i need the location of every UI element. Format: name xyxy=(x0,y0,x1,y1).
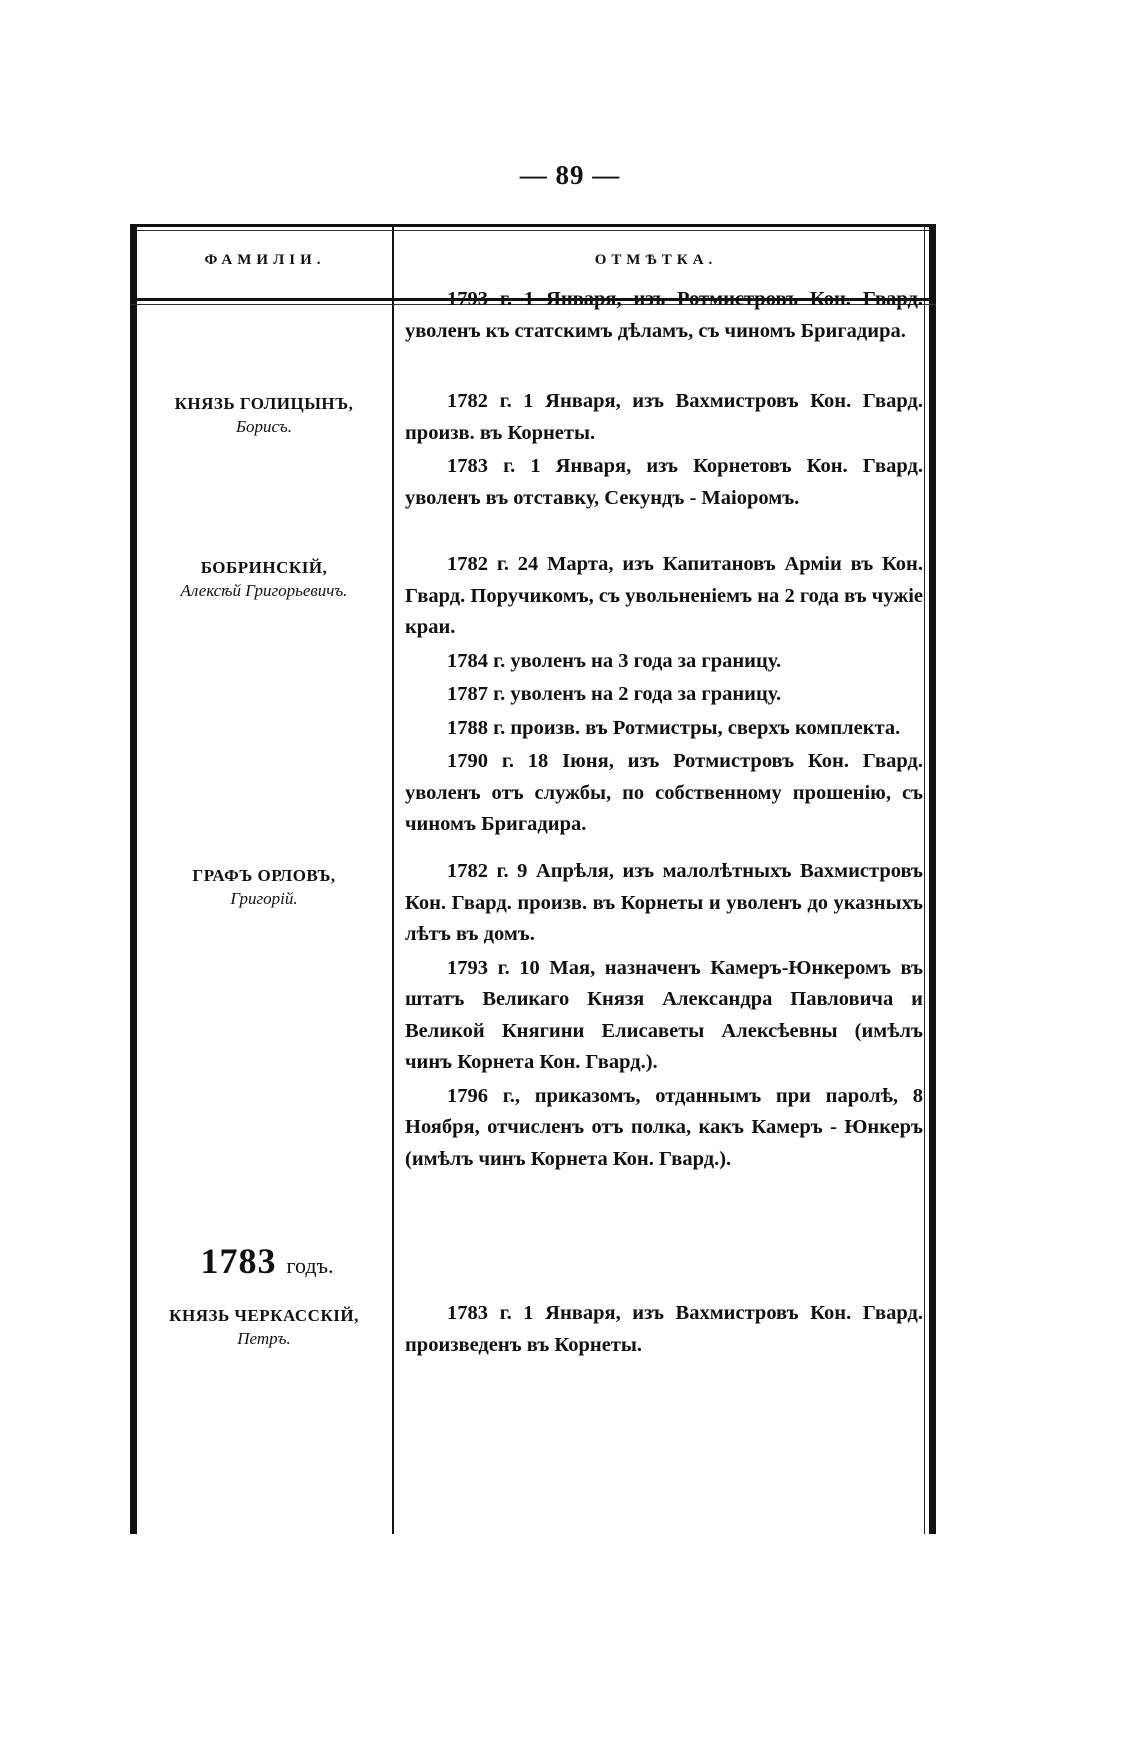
page-number: — 89 — xyxy=(519,160,621,190)
note-entry: 1793 г. 1 Января, изъ Ротмистровъ Кон. Гвард. уволенъ къ статскимъ дѣламъ, съ чиномъ Бригадира. xyxy=(405,288,923,342)
record-name-cherkassky xyxy=(138,1304,390,1350)
note-entry: 1796 г., приказомъ, отданнымъ при паролѣ, 8 Ноября, отчисленъ отъ полка, какъ Камеръ - Юнкеръ (имѣлъ чинъ Корнета Кон. Гвард.). xyxy=(405,1084,923,1170)
surname: КНЯЗЬ ГОЛИЦЫНЪ, xyxy=(174,394,354,413)
record-name-golitsyn xyxy=(138,392,390,438)
record-name-orlov xyxy=(138,864,390,910)
record-notes-bobrinsky xyxy=(405,549,923,841)
column-header-notes: ОТМѢТКА. xyxy=(594,252,718,268)
frame-right-inner-line xyxy=(924,224,925,1534)
record-notes-orlov xyxy=(405,856,923,1175)
frame-left-border xyxy=(130,224,137,1534)
surname: ГРАФЪ ОРЛОВЪ, xyxy=(192,866,336,885)
note-entry: 1793 г. 10 Мая, назначенъ Камеръ-Юнкеромъ въ штатъ Великаго Князя Александра Павловича и Великой Княгини Елисаветы Алексѣевны (имѣлъ чинъ Корнета Кон. Гвард.). xyxy=(405,956,923,1073)
record-name-bobrinsky xyxy=(138,556,390,602)
given-name: Петръ. xyxy=(237,1329,291,1348)
year-heading xyxy=(142,1240,392,1282)
ledger-table xyxy=(130,224,936,1534)
top-rule-inner xyxy=(130,230,936,231)
note-entry: 1782 г. 9 Апрѣля, изъ малолѣтныхъ Вахмистровъ Кон. Гвард. произв. въ Корнеты и уволенъ до указныхъ лѣтъ въ домъ. xyxy=(405,860,923,945)
given-name: Алексѣй Григорьевичъ. xyxy=(180,581,348,600)
top-rule xyxy=(130,224,936,227)
column-divider xyxy=(392,224,394,1534)
record-notes-golitsyn xyxy=(405,386,923,514)
note-entry: 1790 г. 18 Іюня, изъ Ротмистровъ Кон. Гвард. уволенъ отъ службы, по собственному прошенію, съ чиномъ Бригадира. xyxy=(405,750,923,835)
note-entry: 1782 г. 24 Марта, изъ Капитановъ Арміи въ Кон. Гвард. Поручикомъ, съ увольненіемъ на 2 года въ чужіе краи. xyxy=(405,553,923,638)
surname: КНЯЗЬ ЧЕРКАССКІЙ, xyxy=(169,1306,359,1325)
note-entry: 1783 г. 1 Января, изъ Корнетовъ Кон. Гвард. уволенъ въ отставку, Секундъ - Маіоромъ. xyxy=(405,455,923,509)
note-entry: 1787 г. уволенъ на 2 года за границу. xyxy=(447,683,782,705)
column-header-names: ФАМИЛІИ. xyxy=(204,252,326,268)
note-entry: 1784 г. уволенъ на 3 года за границу. xyxy=(447,649,782,672)
year-number: 1783 xyxy=(200,1241,277,1281)
record-notes-cherkassky xyxy=(405,1298,923,1361)
note-entry: 1782 г. 1 Января, изъ Вахмистровъ Кон. Гвард. произв. въ Корнеты. xyxy=(405,390,923,444)
note-entry: 1788 г. произв. въ Ротмистры, сверхъ комплекта. xyxy=(447,716,901,739)
record-notes-continuation xyxy=(405,284,923,347)
surname: БОБРИНСКІЙ, xyxy=(200,558,328,577)
note-entry: 1783 г. 1 Января, изъ Вахмистровъ Кон. Гвард. произведенъ въ Корнеты. xyxy=(405,1302,923,1356)
given-name: Борисъ. xyxy=(236,417,292,436)
year-word: годъ. xyxy=(286,1253,334,1278)
given-name: Григорій. xyxy=(230,889,298,908)
frame-right-border xyxy=(929,224,936,1534)
